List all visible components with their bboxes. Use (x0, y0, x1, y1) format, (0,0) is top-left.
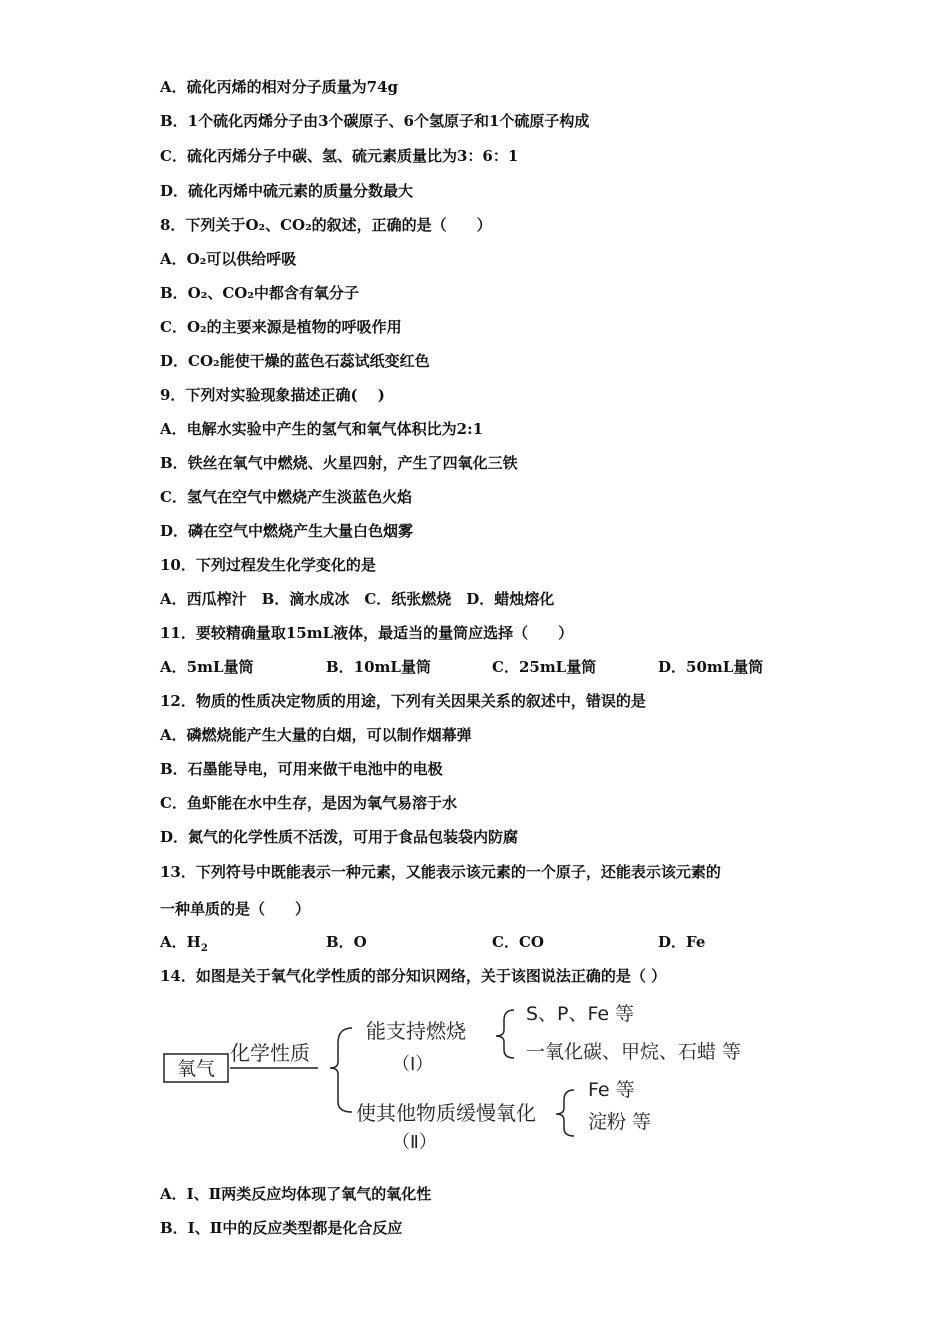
q9-option-c: C．氢气在空气中燃烧产生淡蓝色火焰 (160, 488, 412, 506)
category-2-example-2: 淀粉 等 (588, 1111, 652, 1133)
category-1-example-1: S、P、Fe 等 (526, 1003, 635, 1025)
branch-label: 化学性质 (230, 1041, 310, 1065)
root-label: 氧气 (176, 1058, 216, 1080)
category-2-example-1: Fe 等 (588, 1079, 635, 1101)
q13-option-a: A．$H_2$ (160, 933, 208, 954)
q7-option-b: B．1个硫化丙烯分子由3个碳原子、6个氢原子和1个硫原子构成 (160, 112, 590, 130)
q13-option-d: D．Fe (658, 933, 706, 951)
category-1-brace (496, 1010, 514, 1058)
q11-stem: 11．要较精确量取15mL液体，最适当的量筒应选择（ ） (160, 624, 574, 642)
category-2-number: （Ⅱ） (392, 1132, 437, 1153)
q12-option-b: B．石墨能导电，可用来做干电池中的电极 (160, 760, 443, 778)
q12-option-d: D．氮气的化学性质不活泼，可用于食品包装袋内防腐 (160, 828, 519, 846)
q14-option-a: A．Ⅰ、Ⅱ两类反应均体现了氧气的氧化性 (160, 1185, 432, 1203)
q9-option-d: D．磷在空气中燃烧产生大量白色烟雾 (160, 522, 414, 540)
q11-option-d: D．50mL量筒 (658, 658, 764, 676)
q9-option-b: B．铁丝在氧气中燃烧、火星四射，产生了四氧化三铁 (160, 454, 518, 472)
q12-option-c: C．鱼虾能在水中生存，是因为氧气易溶于水 (160, 794, 457, 812)
q11-option-a: A．5mL量筒 (160, 658, 254, 676)
category-1-example-2: 一氧化碳、甲烷、石蜡 等 (526, 1041, 742, 1063)
q12-option-a: A．磷燃烧能产生大量的白烟，可以制作烟幕弹 (160, 726, 472, 744)
category-2-label: 使其他物质缓慢氧化 (356, 1101, 536, 1125)
category-2-brace (556, 1090, 574, 1136)
q7-option-c: C．硫化丙烯分子中碳、氢、硫元素质量比为3：6：1 (160, 147, 519, 165)
main-brace (330, 1028, 352, 1112)
q11-option-b: B．10mL量筒 (326, 658, 431, 676)
q13-option-c: C．CO (492, 933, 544, 951)
q14-option-b: B．Ⅰ、Ⅱ中的反应类型都是化合反应 (160, 1219, 403, 1237)
category-1-number: （Ⅰ） (392, 1054, 434, 1075)
q13-option-b: B．O (326, 933, 367, 951)
q10-stem: 10．下列过程发生化学变化的是 (160, 556, 376, 574)
q13-stem-line2: 一种单质的是（ ） (160, 900, 311, 918)
q9-option-a: A．电解水实验中产生的氢气和氧气体积比为2:1 (160, 420, 484, 438)
q7-option-a: A．硫化丙烯的相对分子质量为74g (160, 78, 399, 96)
q12-stem: 12．物质的性质决定物质的用途，下列有关因果关系的叙述中，错误的是 (160, 692, 646, 710)
q8-option-d: D．CO₂能使干燥的蓝色石蕊试纸变红色 (160, 352, 430, 370)
q7-option-d: D．硫化丙烯中硫元素的质量分数最大 (160, 182, 414, 200)
q11-option-c: C．25mL量筒 (492, 658, 597, 676)
q8-option-b: B．O₂、CO₂中都含有氧分子 (160, 284, 359, 302)
q11-options (160, 657, 824, 677)
q13-stem-line1: 13．下列符号中既能表示一种元素，又能表示该元素的一个原子，还能表示该元素的 (160, 863, 721, 881)
q10-options: A．西瓜榨汁 B．滴水成冰 C．纸张燃烧 D．蜡烛熔化 (160, 590, 555, 608)
category-1-label: 能支持燃烧 (366, 1019, 466, 1043)
oxygen-knowledge-diagram (160, 998, 780, 1158)
q14-stem: 14．如图是关于氧气化学性质的部分知识网络，关于该图说法正确的是（ ） (160, 967, 667, 985)
q8-option-c: C．O₂的主要来源是植物的呼吸作用 (160, 318, 402, 336)
q8-option-a: A．O₂可以供给呼吸 (160, 250, 297, 268)
q9-stem: 9．下列对实验现象描述正确( ) (160, 386, 385, 404)
q13-options (160, 932, 824, 959)
q8-stem: 8．下列关于O₂、CO₂的叙述，正确的是（ ） (160, 216, 492, 234)
